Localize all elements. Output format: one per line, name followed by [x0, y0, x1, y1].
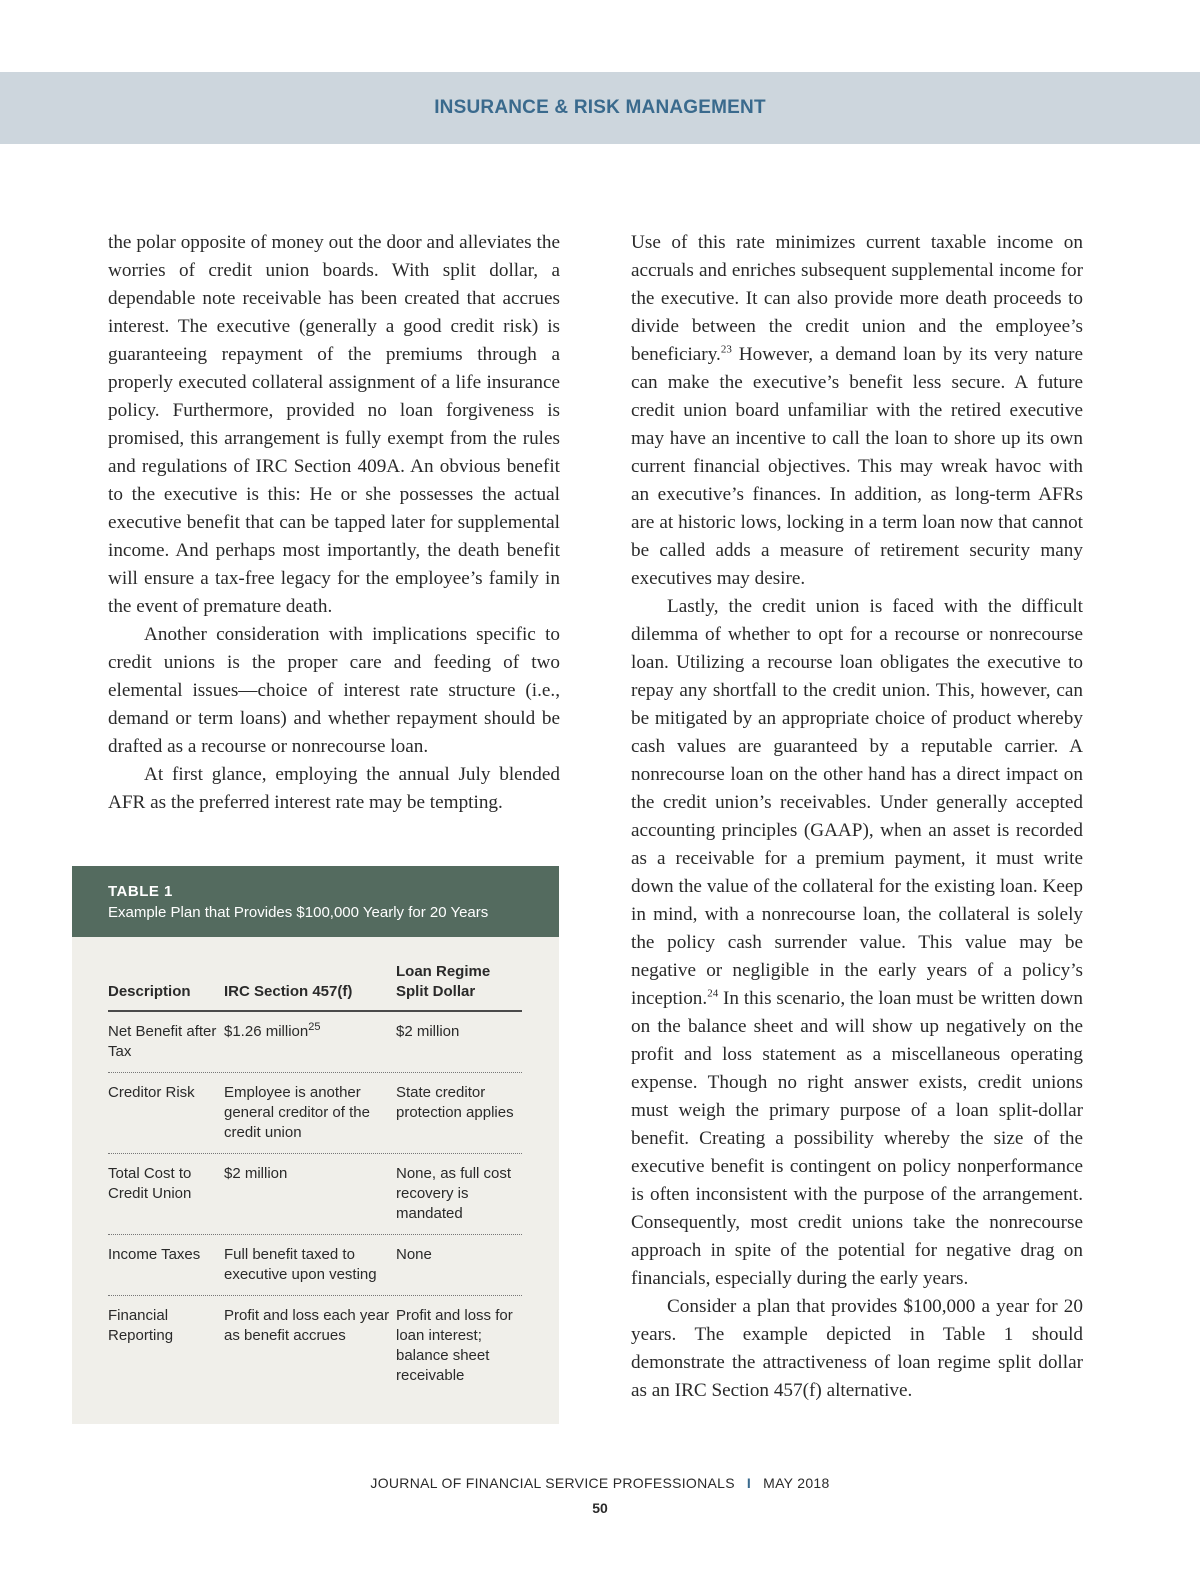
table-cell: Income Taxes	[108, 1246, 201, 1263]
table-cell: Employee is another general creditor of the credit union	[224, 1084, 370, 1141]
table-cell: $2 million	[224, 1165, 288, 1182]
page-number: 50	[592, 1500, 608, 1516]
table-cell: Financial Reporting	[108, 1307, 174, 1344]
table-cell: State creditor protection applies	[396, 1084, 514, 1121]
paragraph: Another consideration with implications specific to credit unions is the proper care and feeding of two elemental issues—choice of interest rate structure (i.e., demand or term loans) and whether repayment should be drafted as a recourse or nonrecourse loan.	[108, 624, 560, 757]
footer-separator: I	[746, 1475, 752, 1491]
table-row	[108, 1012, 522, 1073]
right-column	[631, 229, 1083, 1405]
table-cell: $2 million	[396, 1023, 460, 1040]
comparison-table	[108, 962, 522, 1396]
table-caption: Example Plan that Provides $100,000 Yearly for 20 Years	[108, 904, 489, 921]
table-cell: Net Benefit after Tax	[108, 1023, 217, 1060]
table-label: TABLE 1	[108, 883, 173, 900]
paragraph: Lastly, the credit union is faced with the difficult dilemma of whether to opt for a recourse or nonrecourse loan. Utilizing a recourse loan obligates the executive to repay any shortfall to the credit union. This, however, can be mitigated by an appropriate choice of product whereby cash values are guaranteed by a reputable carrier. A nonrecourse loan on the other hand has a direct impact on the credit union’s receivables. Under generally accepted accounting principles (GAAP), when an asset is recorded as a receivable for a premium payment, it must write down the value of the collateral for the existing loan. Keep in mind, with a nonrecourse loan, the collateral is solely the policy cash surrender value. This value may be negative or negligible in the early years of a policy’s inception.$^{24}$ In this scenario, the loan must be written down on the balance sheet and will show up negatively on the profit and loss statement as a miscellaneous operating expense. Though no right answer exists, credit unions must weigh the primary purpose of a loan split-dollar benefit. Creating a possibility whereby the size of the executive benefit is contingent on policy nonperformance is often inconsistent with the purpose of the arrangement. Consequently, most credit unions take the nonrecourse approach in spite of the potential for negative drag on financials, especially during the early years.	[631, 596, 1083, 1289]
footnote-ref: 23	[720, 343, 732, 356]
column-header: Loan Regime Split Dollar	[396, 963, 491, 1000]
issue-date: MAY 2018	[763, 1475, 830, 1491]
section-title: INSURANCE & RISK MANAGEMENT	[434, 97, 766, 118]
table-row	[108, 1235, 522, 1296]
table-cell: None, as full cost recovery is mandated	[396, 1165, 512, 1222]
table-cell: Full benefit taxed to executive upon vesting	[224, 1246, 377, 1283]
paragraph: At first glance, employing the annual July blended AFR as the preferred interest rate may be tempting.	[108, 764, 560, 813]
table-1	[72, 866, 559, 1424]
table-cell: $1.26 million$^{25}$	[224, 1021, 321, 1040]
table-header-band	[72, 866, 559, 937]
table-cell: Creditor Risk	[108, 1084, 195, 1101]
page-footer	[0, 1475, 1200, 1491]
journal-name: JOURNAL OF FINANCIAL SERVICE PROFESSIONALS	[370, 1475, 735, 1491]
table-cell: Profit and loss for loan interest; balance sheet receivable	[396, 1307, 513, 1384]
column-header: IRC Section 457(f)	[224, 983, 353, 1000]
table-row	[108, 1154, 522, 1235]
table-row	[108, 1296, 522, 1396]
paragraph: Consider a plan that provides $100,000 a year for 20 years. The example depicted in Table 1 should demonstrate the attractiveness of loan regime split dollar as an IRC Section 457(f) alternative.	[631, 1296, 1083, 1401]
table-cell: Total Cost to Credit Union	[108, 1165, 192, 1202]
table-column-headers	[108, 962, 522, 1012]
footnote-ref: 24	[707, 987, 719, 1000]
paragraph: Use of this rate minimizes current taxable income on accruals and enriches subsequent supplemental income for the executive. It can also provide more death proceeds to divide between the credit union and the employee’s beneficiary.$^{23}$ However, a demand loan by its very nature can make the executive’s benefit less secure. A future credit union board unfamiliar with the retired executive may have an incentive to call the loan to shore up its own current financial objectives. This may wreak havoc with an executive’s finances. In addition, as long-term AFRs are at historic lows, locking in a term loan now that cannot be called adds a measure of retirement security many executives may desire.	[631, 232, 1083, 589]
column-header: Description	[108, 983, 191, 1000]
table-row	[108, 1073, 522, 1154]
paragraph: the polar opposite of money out the door and alleviates the worries of credit union boards. With split dollar, a dependable note receivable has been created that accrues interest. The executive (generally a good credit risk) is guaranteeing repayment of the premiums through a properly executed collateral assignment of a life insurance policy. Furthermore, provided no loan forgiveness is promised, this arrangement is fully exempt from the rules and regulations of IRC Section 409A. An obvious benefit to the executive is this: He or she possesses the actual executive benefit that can be tapped later for supplemental income. And perhaps most importantly, the death benefit will ensure a tax-free legacy for the employee’s family in the event of premature death.	[108, 232, 560, 617]
left-column	[108, 229, 560, 817]
table-cell: None	[396, 1246, 432, 1263]
table-cell: Profit and loss each year as benefit accrues	[224, 1307, 390, 1344]
footnote-ref: 25	[308, 1021, 321, 1033]
